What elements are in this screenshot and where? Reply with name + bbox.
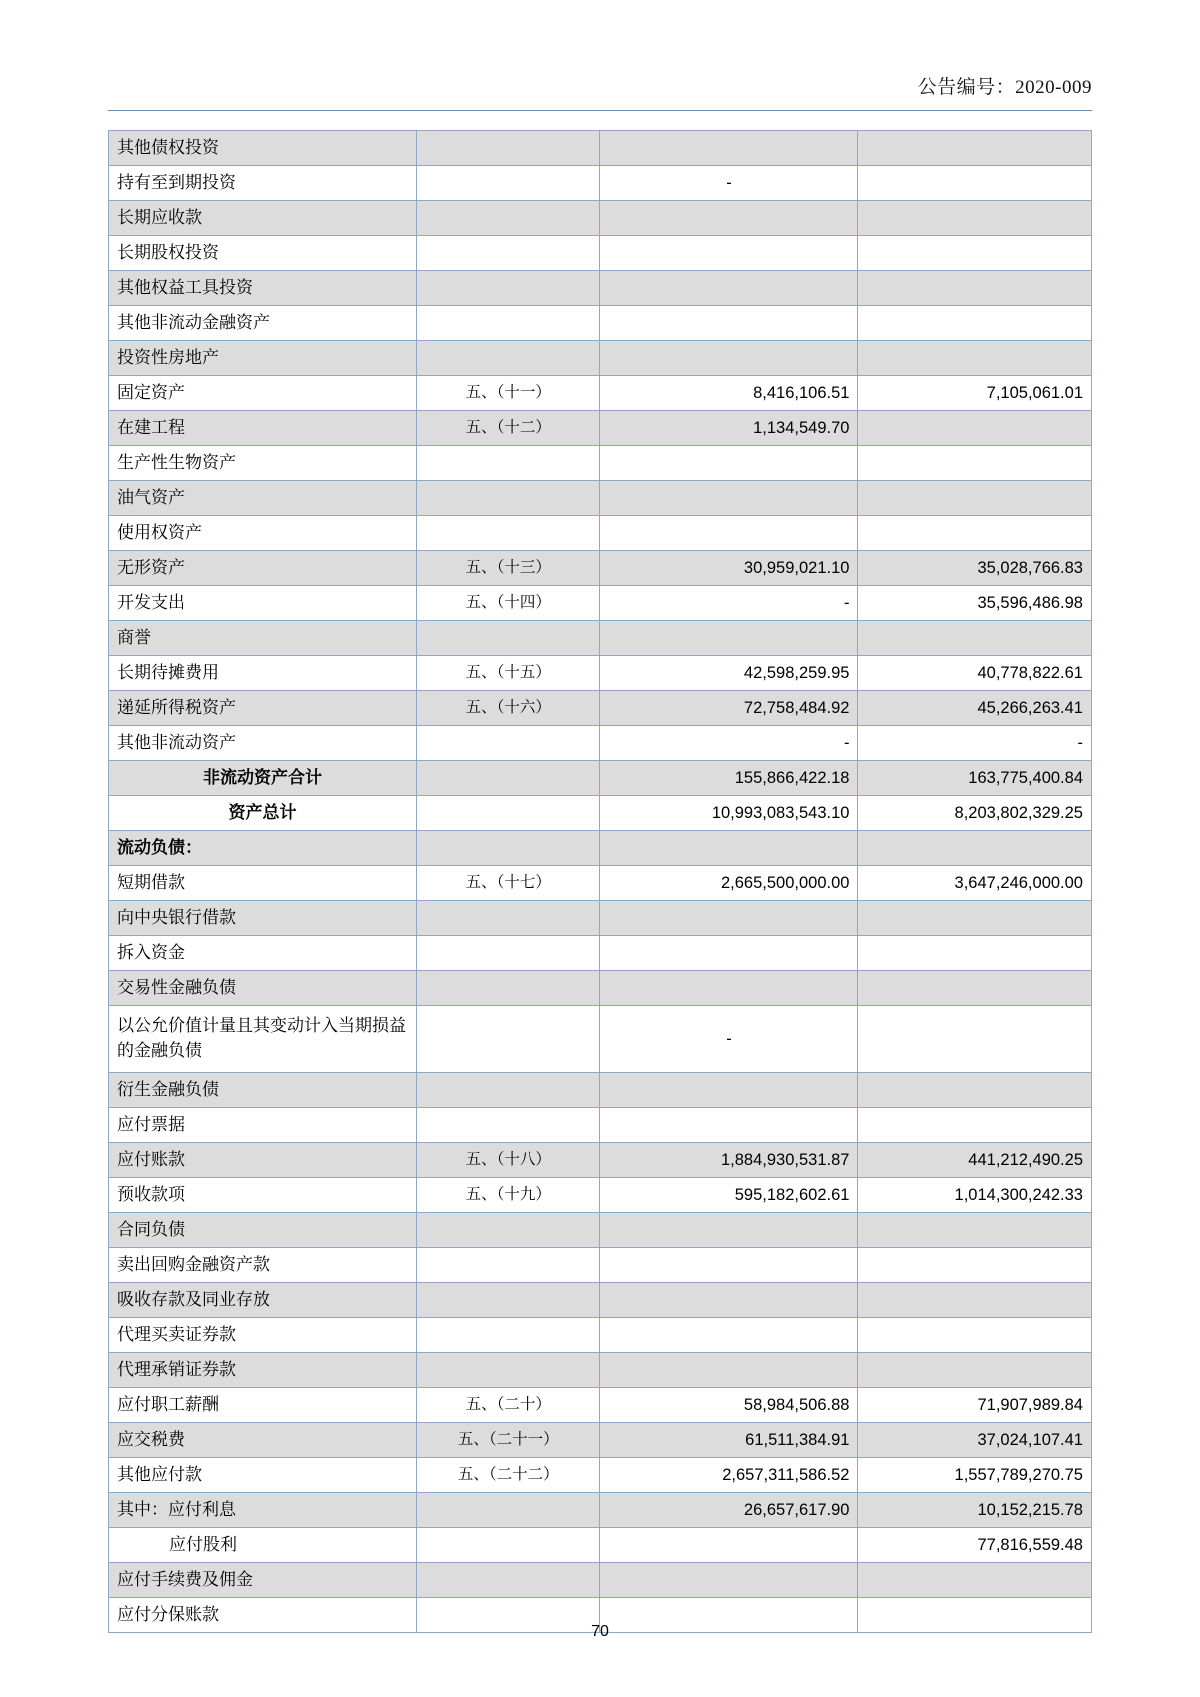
table-row bbox=[109, 761, 1092, 796]
table-row bbox=[109, 586, 1092, 621]
row-value-current-period: 72,758,484.92 bbox=[600, 691, 858, 726]
table-row bbox=[109, 236, 1092, 271]
row-note-reference bbox=[417, 1353, 600, 1388]
row-label: 拆入资金 bbox=[109, 936, 417, 971]
row-value-prior-period bbox=[858, 1213, 1092, 1248]
row-value-prior-period bbox=[858, 971, 1092, 1006]
page-number: 70 bbox=[591, 1623, 609, 1640]
row-value-current-period bbox=[600, 131, 858, 166]
row-label: 商誉 bbox=[109, 621, 417, 656]
table-row bbox=[109, 1493, 1092, 1528]
table-row bbox=[109, 1423, 1092, 1458]
row-value-prior-period bbox=[858, 516, 1092, 551]
row-label: 油气资产 bbox=[109, 481, 417, 516]
row-label: 其他应付款 bbox=[109, 1458, 417, 1493]
row-value-prior-period bbox=[858, 411, 1092, 446]
row-note-reference: 五、（十七） bbox=[417, 866, 600, 901]
row-value-current-period: 10,993,083,543.10 bbox=[600, 796, 858, 831]
row-note-reference bbox=[417, 796, 600, 831]
row-value-current-period: 2,665,500,000.00 bbox=[600, 866, 858, 901]
row-label: 以公允价值计量且其变动计入当期损益的金融负债 bbox=[109, 1006, 417, 1073]
row-value-prior-period bbox=[858, 1108, 1092, 1143]
table-row bbox=[109, 1318, 1092, 1353]
row-value-prior-period bbox=[858, 936, 1092, 971]
table-row bbox=[109, 1528, 1092, 1563]
row-label: 卖出回购金融资产款 bbox=[109, 1248, 417, 1283]
row-value-prior-period bbox=[858, 341, 1092, 376]
row-value-current-period bbox=[600, 1528, 858, 1563]
row-label: 开发支出 bbox=[109, 586, 417, 621]
table-row bbox=[109, 1108, 1092, 1143]
row-value-prior-period bbox=[858, 446, 1092, 481]
row-label: 其他非流动金融资产 bbox=[109, 306, 417, 341]
row-value-current-period: 155,866,422.18 bbox=[600, 761, 858, 796]
announcement-number: 公告编号：2020-009 bbox=[917, 77, 1092, 98]
header-divider bbox=[108, 110, 1092, 111]
row-note-reference bbox=[417, 831, 600, 866]
table-row bbox=[109, 1388, 1092, 1423]
row-label: 应付股利 bbox=[109, 1528, 417, 1563]
row-note-reference bbox=[417, 1493, 600, 1528]
row-value-current-period bbox=[600, 1353, 858, 1388]
row-label: 固定资产 bbox=[109, 376, 417, 411]
row-value-prior-period bbox=[858, 1006, 1092, 1073]
row-value-current-period: 42,598,259.95 bbox=[600, 656, 858, 691]
row-note-reference: 五、（十四） bbox=[417, 586, 600, 621]
row-label: 递延所得税资产 bbox=[109, 691, 417, 726]
row-label: 预收款项 bbox=[109, 1178, 417, 1213]
table-row bbox=[109, 1248, 1092, 1283]
row-note-reference bbox=[417, 1528, 600, 1563]
row-value-current-period: - bbox=[600, 586, 858, 621]
row-value-current-period bbox=[600, 481, 858, 516]
row-note-reference bbox=[417, 901, 600, 936]
row-value-current-period: - bbox=[600, 726, 858, 761]
table-row bbox=[109, 166, 1092, 201]
row-label: 其中：应付利息 bbox=[109, 1493, 417, 1528]
row-value-prior-period: 3,647,246,000.00 bbox=[858, 866, 1092, 901]
table-row bbox=[109, 306, 1092, 341]
row-label: 合同负债 bbox=[109, 1213, 417, 1248]
row-value-current-period bbox=[600, 1563, 858, 1598]
row-note-reference: 五、（二十） bbox=[417, 1388, 600, 1423]
table-row bbox=[109, 1213, 1092, 1248]
row-note-reference: 五、（十六） bbox=[417, 691, 600, 726]
row-value-current-period bbox=[600, 1213, 858, 1248]
row-value-prior-period bbox=[858, 481, 1092, 516]
row-note-reference bbox=[417, 761, 600, 796]
row-value-current-period bbox=[600, 1283, 858, 1318]
row-value-current-period bbox=[600, 516, 858, 551]
row-note-reference: 五、（二十二） bbox=[417, 1458, 600, 1493]
row-value-current-period: 26,657,617.90 bbox=[600, 1493, 858, 1528]
row-note-reference: 五、（二十一） bbox=[417, 1423, 600, 1458]
row-value-current-period: 1,134,549.70 bbox=[600, 411, 858, 446]
table-row bbox=[109, 1563, 1092, 1598]
table-row bbox=[109, 726, 1092, 761]
row-value-prior-period bbox=[858, 1283, 1092, 1318]
row-value-prior-period: 77,816,559.48 bbox=[858, 1528, 1092, 1563]
table-row bbox=[109, 901, 1092, 936]
row-value-prior-period: 45,266,263.41 bbox=[858, 691, 1092, 726]
row-note-reference: 五、（十一） bbox=[417, 376, 600, 411]
row-label: 长期应收款 bbox=[109, 201, 417, 236]
row-value-prior-period bbox=[858, 166, 1092, 201]
row-note-reference bbox=[417, 341, 600, 376]
row-value-current-period bbox=[600, 831, 858, 866]
row-value-prior-period: 441,212,490.25 bbox=[858, 1143, 1092, 1178]
row-note-reference: 五、（十三） bbox=[417, 551, 600, 586]
row-value-current-period bbox=[600, 1248, 858, 1283]
row-note-reference: 五、（十九） bbox=[417, 1178, 600, 1213]
row-label: 流动负债： bbox=[109, 831, 417, 866]
row-value-current-period bbox=[600, 1073, 858, 1108]
table-row bbox=[109, 446, 1092, 481]
row-value-prior-period bbox=[858, 1248, 1092, 1283]
table-row bbox=[109, 201, 1092, 236]
balance-sheet-table bbox=[108, 130, 1092, 1633]
row-label: 应付账款 bbox=[109, 1143, 417, 1178]
row-label: 应付分保账款 bbox=[109, 1598, 417, 1633]
row-value-prior-period bbox=[858, 621, 1092, 656]
row-note-reference bbox=[417, 201, 600, 236]
row-value-current-period bbox=[600, 271, 858, 306]
table-row bbox=[109, 341, 1092, 376]
row-value-prior-period bbox=[858, 1073, 1092, 1108]
row-label: 资产总计 bbox=[109, 796, 417, 831]
table-row bbox=[109, 1143, 1092, 1178]
row-note-reference bbox=[417, 936, 600, 971]
row-value-prior-period: - bbox=[858, 726, 1092, 761]
row-note-reference bbox=[417, 726, 600, 761]
row-value-current-period bbox=[600, 236, 858, 271]
table-row bbox=[109, 656, 1092, 691]
row-value-prior-period: 10,152,215.78 bbox=[858, 1493, 1092, 1528]
row-label: 其他非流动资产 bbox=[109, 726, 417, 761]
row-label: 短期借款 bbox=[109, 866, 417, 901]
row-value-current-period: 8,416,106.51 bbox=[600, 376, 858, 411]
row-label: 投资性房地产 bbox=[109, 341, 417, 376]
row-label: 其他权益工具投资 bbox=[109, 271, 417, 306]
row-label: 交易性金融负债 bbox=[109, 971, 417, 1006]
row-value-prior-period: 35,596,486.98 bbox=[858, 586, 1092, 621]
row-label: 应交税费 bbox=[109, 1423, 417, 1458]
row-value-current-period bbox=[600, 936, 858, 971]
table-row bbox=[109, 866, 1092, 901]
row-value-prior-period bbox=[858, 131, 1092, 166]
row-label: 应付票据 bbox=[109, 1108, 417, 1143]
row-note-reference bbox=[417, 1248, 600, 1283]
table-row bbox=[109, 691, 1092, 726]
row-note-reference bbox=[417, 271, 600, 306]
row-value-prior-period bbox=[858, 1563, 1092, 1598]
row-value-current-period bbox=[600, 446, 858, 481]
table-row bbox=[109, 1283, 1092, 1318]
row-value-current-period bbox=[600, 1108, 858, 1143]
table-row bbox=[109, 971, 1092, 1006]
row-label: 代理承销证券款 bbox=[109, 1353, 417, 1388]
row-label: 衍生金融负债 bbox=[109, 1073, 417, 1108]
row-note-reference bbox=[417, 971, 600, 1006]
row-note-reference bbox=[417, 131, 600, 166]
row-note-reference bbox=[417, 1318, 600, 1353]
row-label: 长期股权投资 bbox=[109, 236, 417, 271]
row-value-current-period bbox=[600, 306, 858, 341]
row-value-prior-period: 1,557,789,270.75 bbox=[858, 1458, 1092, 1493]
table-row bbox=[109, 1006, 1092, 1073]
row-label: 持有至到期投资 bbox=[109, 166, 417, 201]
row-value-current-period: 58,984,506.88 bbox=[600, 1388, 858, 1423]
row-value-prior-period bbox=[858, 236, 1092, 271]
row-value-prior-period bbox=[858, 201, 1092, 236]
table-row bbox=[109, 131, 1092, 166]
row-value-current-period: 1,884,930,531.87 bbox=[600, 1143, 858, 1178]
table-row bbox=[109, 621, 1092, 656]
row-label: 在建工程 bbox=[109, 411, 417, 446]
row-value-prior-period bbox=[858, 1318, 1092, 1353]
row-note-reference bbox=[417, 1006, 600, 1073]
table-row bbox=[109, 551, 1092, 586]
row-value-prior-period: 35,028,766.83 bbox=[858, 551, 1092, 586]
row-value-prior-period: 7,105,061.01 bbox=[858, 376, 1092, 411]
row-value-prior-period bbox=[858, 831, 1092, 866]
row-note-reference bbox=[417, 446, 600, 481]
row-note-reference bbox=[417, 1213, 600, 1248]
row-value-current-period bbox=[600, 901, 858, 936]
row-label: 应付手续费及佣金 bbox=[109, 1563, 417, 1598]
row-note-reference: 五、（十八） bbox=[417, 1143, 600, 1178]
table-row bbox=[109, 1178, 1092, 1213]
table-row bbox=[109, 1353, 1092, 1388]
row-value-current-period: - bbox=[600, 166, 858, 201]
row-value-prior-period bbox=[858, 271, 1092, 306]
table-row bbox=[109, 1458, 1092, 1493]
row-note-reference: 五、（十五） bbox=[417, 656, 600, 691]
table-row bbox=[109, 411, 1092, 446]
row-value-current-period bbox=[600, 971, 858, 1006]
table-row bbox=[109, 376, 1092, 411]
table-row bbox=[109, 831, 1092, 866]
row-value-prior-period: 71,907,989.84 bbox=[858, 1388, 1092, 1423]
row-label: 使用权资产 bbox=[109, 516, 417, 551]
row-value-current-period: 30,959,021.10 bbox=[600, 551, 858, 586]
row-value-prior-period: 163,775,400.84 bbox=[858, 761, 1092, 796]
table-row bbox=[109, 796, 1092, 831]
row-value-current-period bbox=[600, 1318, 858, 1353]
row-note-reference bbox=[417, 621, 600, 656]
row-label: 长期待摊费用 bbox=[109, 656, 417, 691]
row-value-prior-period: 1,014,300,242.33 bbox=[858, 1178, 1092, 1213]
table-row bbox=[109, 271, 1092, 306]
table-body bbox=[109, 131, 1092, 1633]
row-label: 无形资产 bbox=[109, 551, 417, 586]
row-label: 应付职工薪酬 bbox=[109, 1388, 417, 1423]
row-value-current-period: 61,511,384.91 bbox=[600, 1423, 858, 1458]
balance-sheet-table-wrapper bbox=[108, 130, 1092, 1633]
row-value-current-period: 595,182,602.61 bbox=[600, 1178, 858, 1213]
row-note-reference bbox=[417, 166, 600, 201]
row-note-reference bbox=[417, 1108, 600, 1143]
row-value-current-period bbox=[600, 341, 858, 376]
table-row bbox=[109, 481, 1092, 516]
row-value-current-period bbox=[600, 621, 858, 656]
row-label: 吸收存款及同业存放 bbox=[109, 1283, 417, 1318]
row-value-current-period: - bbox=[600, 1006, 858, 1073]
row-note-reference bbox=[417, 1283, 600, 1318]
row-note-reference: 五、（十二） bbox=[417, 411, 600, 446]
row-note-reference bbox=[417, 481, 600, 516]
row-value-prior-period: 8,203,802,329.25 bbox=[858, 796, 1092, 831]
row-note-reference bbox=[417, 1073, 600, 1108]
row-value-prior-period: 40,778,822.61 bbox=[858, 656, 1092, 691]
table-row bbox=[109, 936, 1092, 971]
row-label: 其他债权投资 bbox=[109, 131, 417, 166]
row-note-reference bbox=[417, 306, 600, 341]
row-note-reference bbox=[417, 1563, 600, 1598]
row-label: 向中央银行借款 bbox=[109, 901, 417, 936]
row-value-prior-period bbox=[858, 306, 1092, 341]
table-row bbox=[109, 1073, 1092, 1108]
row-label: 非流动资产合计 bbox=[109, 761, 417, 796]
row-value-current-period bbox=[600, 201, 858, 236]
row-label: 代理买卖证券款 bbox=[109, 1318, 417, 1353]
row-note-reference bbox=[417, 236, 600, 271]
row-value-prior-period bbox=[858, 901, 1092, 936]
row-note-reference bbox=[417, 516, 600, 551]
row-value-current-period: 2,657,311,586.52 bbox=[600, 1458, 858, 1493]
row-value-prior-period: 37,024,107.41 bbox=[858, 1423, 1092, 1458]
table-row bbox=[109, 516, 1092, 551]
row-label: 生产性生物资产 bbox=[109, 446, 417, 481]
row-value-prior-period bbox=[858, 1353, 1092, 1388]
